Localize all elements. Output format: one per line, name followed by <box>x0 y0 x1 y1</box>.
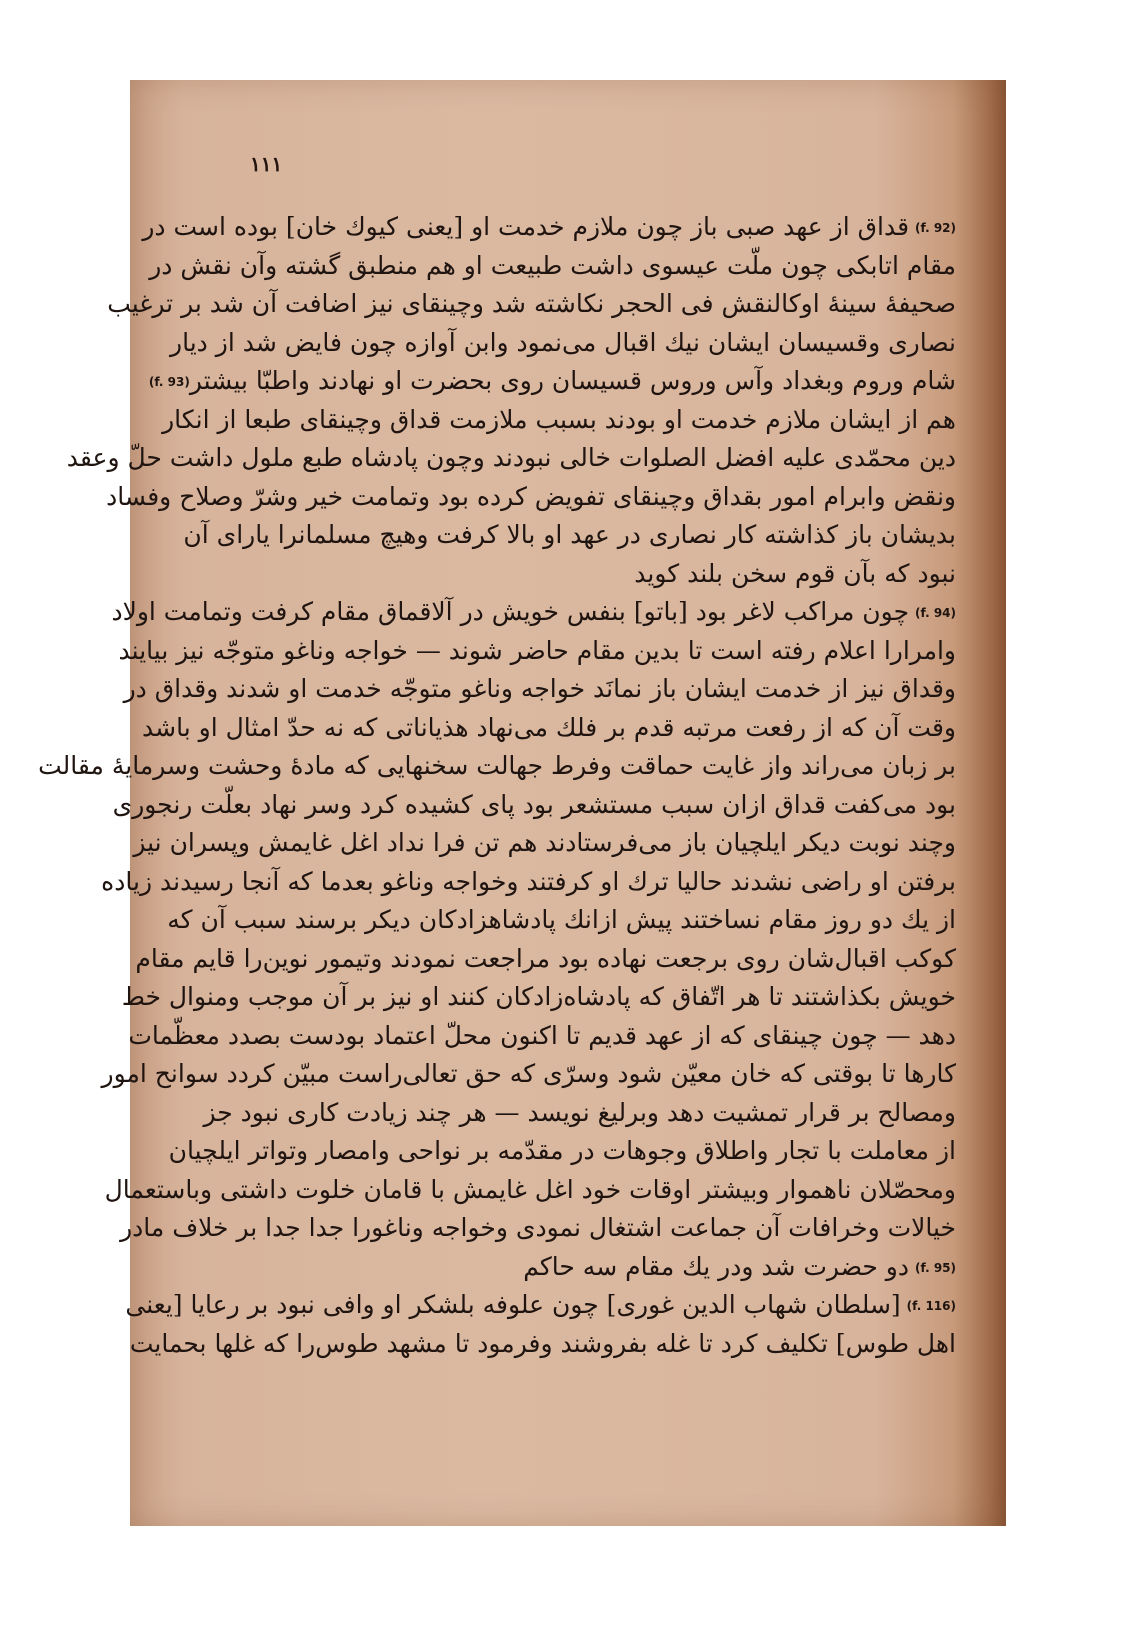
folio-reference: (f. 116) <box>906 1299 956 1314</box>
text-line <box>106 478 956 517</box>
text-line <box>104 1171 956 1210</box>
line-text: قداق از عهد صبی باز چون ملازم خدمت او [یعنی کیوك خان] بوده است در <box>142 212 910 241</box>
line-text: مقام اتابکی چون ملّت عیسوی داشت طبیعت او هم منطبق گشته وآن نقش در <box>149 250 956 280</box>
line-text: وامرارا اعلام رفته است تا بدین مقام حاضر شوند — خواجه وناغو متوجّه نیز بیایند <box>118 635 956 665</box>
line-text: از معاملت با تجار واطلاق وجوهات در مقدّمه بر نواحی وامصار وتواتر ایلچیان <box>168 1136 956 1165</box>
text-line <box>101 1055 956 1094</box>
text-line <box>66 439 956 478</box>
text-line <box>135 940 956 979</box>
line-text: هم از ایشان ملازم خدمت او بودند بسبب ملازمت قداق وچینقای طبعا از انکار <box>162 404 956 434</box>
line-text: [سلطان شهاب الدین غوری] چون علوفه بلشکر او وافی نبود بر رعایا [یعنی <box>125 1290 901 1319</box>
page-text <box>38 208 956 1363</box>
text-line <box>203 1094 956 1133</box>
text-line <box>148 362 956 401</box>
line-text: از یك دو روز مقام نساختند پیش ازانك پادشاهزادکان دیکر برسند سبب آن که <box>167 905 956 934</box>
text-line <box>112 786 956 825</box>
text-line <box>125 1286 956 1325</box>
text-line <box>123 670 956 709</box>
line-text: خیالات وخرافات آن جماعت اشتغال نمودی وخواجه وناغورا جدا جدا بر خلاف مادر <box>120 1213 956 1242</box>
line-text: بود می‌کفت قداق ازان سبب مستشعر بود پای کشیده کرد وسر نهاد بعلّت رنجوری <box>112 789 956 819</box>
text-line <box>111 593 956 632</box>
text-line <box>242 1248 956 1287</box>
text-line <box>142 208 956 247</box>
line-text: دهد — چون چینقای که از عهد قدیم تا اکنون محلّ اعتماد بودست بصدد معظّمات <box>128 1020 956 1050</box>
line-text: بدیشان باز کذاشته کار نصاری در عهد او بالا کرفت وهیچ مسلمانرا یارای آن <box>183 520 956 549</box>
line-text: دین محمّدی علیه افضل الصلوات خالی نبودند وچون پادشاه طبع ملول داشت حلّ وعقد <box>66 443 956 472</box>
line-text: کارها تا بوقتی که خان معیّن شود وسرّی که حق تعالی‌راست مبیّن کردد سوانح امور <box>101 1059 956 1088</box>
line-text: دو حضرت شد ودر یك مقام سه حاکم <box>523 1251 910 1281</box>
page-number: ۱۱۱ <box>250 152 283 176</box>
line-text: ومحصّلان ناهموار وبیشتر اوقات خود اغل غایمش با قامان خلوت داشتی وباستعمال <box>104 1174 956 1204</box>
folio-reference: (f. 92) <box>915 221 956 236</box>
line-text: وقت آن که از رفعت مرتبه قدم بر فلك می‌نهاد هذیاناتی که نه حدّ امثال او باشد <box>142 712 956 742</box>
text-line <box>118 632 956 671</box>
line-text: ونقض وابرام امور بقداق وچینقای تفویض کرده بود وتمامت خیر وشرّ وصلاح وفساد <box>106 481 956 511</box>
line-text: وقداق نیز از خدمت ایشان باز نمانَد خواجه وناغو متوجّه خدمت او شدند وقداق در <box>123 674 956 703</box>
line-text: صحیفهٔ سینهٔ اوکالنقش فی الحجر نکاشته شد وچینقای نیز اضافت آن شد بر ترغیب <box>107 289 956 318</box>
text-line <box>168 1132 956 1171</box>
line-text: برفتن او راضی نشدند حالیا ترك او کرفتند وخواجه وناغو بعدما که آنجا رسیدند زیاده <box>101 866 956 896</box>
folio-reference: (f. 95) <box>915 1260 956 1275</box>
line-text: کوکب اقبال‌شان روی برجعت نهاده بود مراجعت نمودند وتیمور نوین‌را قایم مقام <box>135 943 956 973</box>
line-text: نبود که بآن قوم سخن بلند کوید <box>634 558 956 588</box>
line-text: چون مراکب لاغر بود [باتو] بنفس خویش در آلاقماق مقام کرفت وتمامت اولاد <box>111 597 910 626</box>
text-line <box>149 247 956 286</box>
line-text: خویش بکذاشتند تا هر اتّفاق که پادشاه‌زادکان کنند او نیز بر آن موجب ومنوال خط <box>121 982 956 1011</box>
line-text: اهل طوس] تکلیف کرد تا غله بفروشند وفرمود تا مشهد طوس‌را که غلها بحمایت <box>129 1328 956 1358</box>
text-line <box>167 901 956 940</box>
line-text: بر زبان می‌راند واز غایت حماقت وفرط جهالت سخنهایی که مادهٔ وحشت وسرمایهٔ مقالت <box>38 751 956 780</box>
text-line <box>120 1209 956 1248</box>
text-line <box>128 1017 956 1056</box>
text-line <box>133 824 956 863</box>
folio-reference: (f. 94) <box>915 606 956 621</box>
text-line <box>162 401 956 440</box>
book-page <box>38 80 1006 1526</box>
text-line <box>121 978 956 1017</box>
folio-reference: (f. 93) <box>148 375 190 390</box>
text-line <box>107 285 956 324</box>
text-line <box>129 1325 956 1364</box>
line-text: شام وروم وبغداد وآس وروس قسیسان روی بحضرت او نهادند واطبّا بیشتر <box>189 366 956 395</box>
line-text: ومصالح بر قرار تمشیت دهد وبرلیغ نویسد — هر چند زیادت کاری نبود جز <box>203 1097 956 1127</box>
line-text: نصاری وقسیسان ایشان نیك اقبال می‌نمود وابن آوازه چون فایض شد از دیار <box>170 327 956 357</box>
text-line <box>170 324 956 363</box>
line-text: وچند نوبت دیکر ایلچیان باز می‌فرستادند هم تن فرا نداد اغل غایمش وپسران نیز <box>133 828 956 857</box>
text-line <box>183 516 956 555</box>
text-line <box>242 555 956 594</box>
text-line <box>142 709 956 748</box>
text-line <box>38 747 956 786</box>
text-line <box>101 863 956 902</box>
